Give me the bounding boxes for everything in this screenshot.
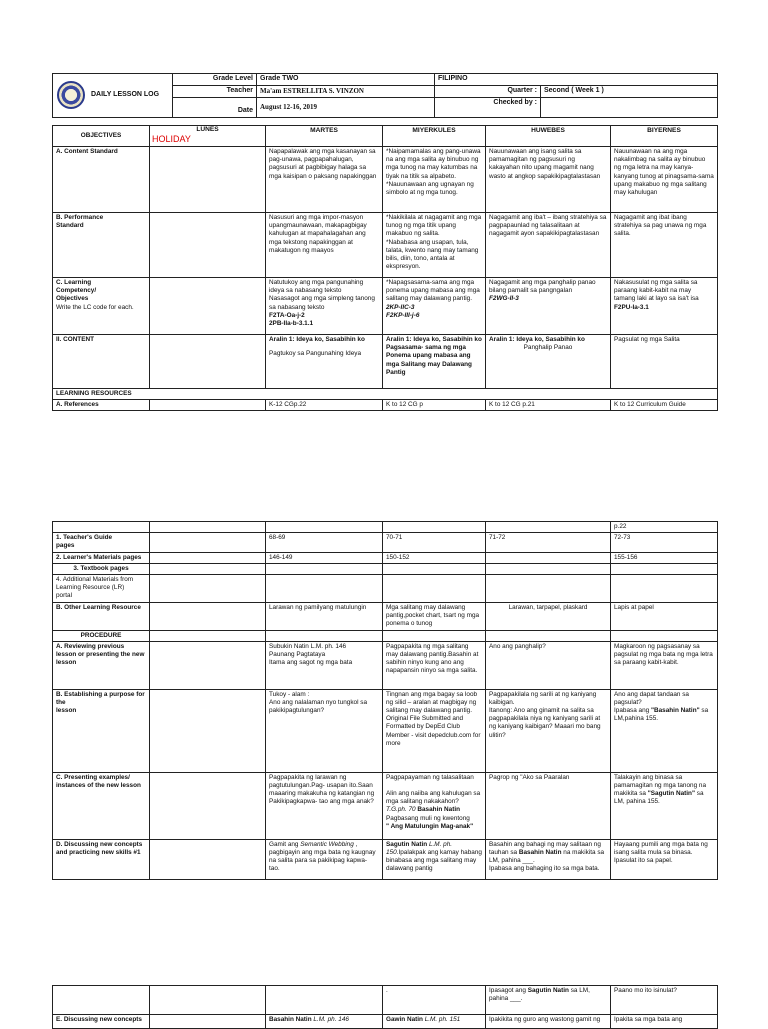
blank-cell: [383, 630, 486, 641]
blank-cell: [266, 522, 383, 533]
competency-fri-text: Nakasusulat ng mga salita sa paraang kabit-kabit na may tamang laki at layo sa isa't isa: [614, 278, 699, 303]
lm-wed: 150-152: [383, 552, 486, 563]
presenting-fri: [611, 772, 718, 839]
grade-value: Grade TWO: [257, 74, 435, 86]
header-table: [52, 73, 718, 118]
reviewing-fri: Magkaroon ng pagsasanay sa pagsulat ng mga bata ng mga letra sa paraang kabit-kabit.: [611, 641, 718, 689]
discussing1-tue: [266, 839, 383, 879]
discussing2-fri: Ipakita sa mga bata ang: [611, 1015, 718, 1029]
monday-label: LUNES: [196, 126, 219, 133]
learning-resources-label: LEARNING RESOURCES: [53, 388, 718, 399]
day-tuesday: MARTES: [266, 126, 383, 147]
blank-cell: [611, 574, 718, 602]
additional-materials-label: 4. Additional Materials from Learning Resource (LR) portal: [53, 574, 150, 602]
reviewing-thu: Ano ang panghalip?: [486, 641, 611, 689]
lesson-table-2: [52, 521, 718, 880]
competency-wed-code2: F2KP-III-j-6: [386, 311, 420, 319]
other-resource-label: B. Other Learning Resource: [53, 602, 150, 630]
purpose-wed: Tingnan ang mga bagay sa loob ng silid – aralan at magbigay ng salitang may dalawang pantig. Original File Submitted and Formatted by DepEd Club Member - visit depedclub.com for more: [383, 689, 486, 772]
tg-thu: 71-72: [486, 533, 611, 552]
competency-tue-code2: 2PB-IIa-b-3.1.1: [269, 319, 314, 327]
purpose-thu: Pagpapakilala ng sarili at ng kaniyang kaibigan. Itanong: Ano ang ginamit na salita sa pagpapakilala niya ng kaniyang sarili at ng kaniyang kaibigan? Maaari mo bang ulitin?: [486, 689, 611, 772]
performance-standard-tue: Nasusuri ang mga impor-masyon upangmaunawaan, makapagbigay kahulugan at mapahalagahan ang mga tekstong napakinggan at makatugon ng maayos: [266, 212, 383, 277]
discussing1-thu-c: na makikita sa LM, pahina ___. Ipabasa ang bahaging ito sa mga bata.: [489, 848, 605, 873]
discussing1-tue-a: Gamit ang: [269, 840, 301, 848]
competency-label: C. Learning Competency/ Objectives: [56, 278, 97, 303]
competency-tue: [266, 277, 383, 334]
discussing1-tue-c: , pagbigayin ang mga bata ng kaugnay na salita para sa pakikipag kapwa- tao.: [269, 840, 376, 873]
blank-cell: [150, 986, 266, 1015]
tg-tue: 68-69: [266, 533, 383, 552]
content-thu-sub: Panghalip Panao: [523, 344, 573, 352]
discussing1-wed-c: .Ipalakpak ang kamay habang binabasa ang mga salitang may dalawang pantig: [386, 848, 482, 873]
other-thu: Larawan, tarpapel, plaskard: [486, 602, 611, 630]
textbook-label: 3. Textbook pages: [53, 563, 150, 574]
competency-tue-code1: F2TA-Oa-j-2: [269, 311, 305, 319]
tg-fri: 72-73: [611, 533, 718, 552]
content-tue: [266, 334, 383, 388]
references-thu: K to 12 CG p.21: [486, 400, 611, 411]
date-label: Date: [173, 97, 257, 117]
discussing1-wed-a: Sagutin Natin: [386, 840, 428, 848]
discussing1-wed: [383, 839, 486, 879]
discussing1-wed-b: L.M. ph. 150: [386, 840, 453, 856]
content-standard-thu: Nauunawaan ang isang salita sa pamamagitan ng pagsusuri ng kakayahan nito upang magamit nang wasto at angkop sapakikipagtalastasan: [486, 146, 611, 212]
competency-wed-text: *Napagsasama-sama ang mga ponema upang mabasa ang mga salitang may dalawang pantig.: [386, 278, 480, 303]
teacher-value: Ma'am ESTRELLITA S. VINZON: [257, 85, 435, 97]
reviewing-tue: Subukin Natin L.M. ph. 146 Paunang Pagtataya Itama ang sagot ng mga bata: [266, 641, 383, 689]
top-fri: p.22: [611, 522, 718, 533]
deped-seal-icon: [57, 81, 85, 109]
other-tue: Larawan ng pamilyang matulungin: [266, 602, 383, 630]
content-fri: Pagsulat ng mga Salita: [611, 334, 718, 388]
presenting-wed: [383, 772, 486, 839]
competency-thu: [486, 277, 611, 334]
lm-fri: 155-156: [611, 552, 718, 563]
presenting-wed-e: " Ang Matulungin Mag-anak": [386, 822, 474, 830]
content-label: II. CONTENT: [53, 334, 150, 388]
procedure-label: PROCEDURE: [53, 630, 150, 641]
references-label: A. References: [53, 400, 150, 411]
day-wednesday: MIYERKULES: [383, 126, 486, 147]
performance-standard-mon: [150, 212, 266, 277]
blank-cell: [266, 986, 383, 1015]
t3-wed: .: [383, 986, 486, 1015]
competency-mon: [150, 277, 266, 334]
discussing1-thu-a: Basahin ang bahagi ng may salitaan ng tauhan sa: [489, 840, 601, 856]
presenting-thu: Pagrop ng "Ako sa Paaralan: [486, 772, 611, 839]
reviewing-mon: [150, 641, 266, 689]
content-standard-tue: Napapalawak ang mga kasanayan sa pag-unawa, pagpapahalugan, pagsusuri at pagbibigay halaga sa mga kaisipan o paksang napakinggan: [266, 146, 383, 212]
other-mon: [150, 602, 266, 630]
content-wed-sub: Pagsasama- sama ng mga Ponema upang mabasa ang mga Salitang may Dalawang Pantig: [386, 344, 472, 376]
discussing2-mon: [150, 1015, 266, 1029]
purpose-fri-b: "Basahin Natin": [650, 707, 700, 715]
competency-wed-code1: 2KP-IIC-3: [386, 303, 415, 311]
quarter-value: Second ( Week 1 ): [541, 85, 718, 97]
subject-value: FILIPINO: [435, 74, 718, 86]
discussing2-wed-a: Gawin Natin: [386, 1016, 423, 1023]
competency-thu-code: F2WG-II-3: [489, 295, 519, 303]
references-fri: K to 12 Curriculum Guide: [611, 400, 718, 411]
purpose-fri-a: Ano ang dapat tandaan sa pagsulat? Ipabasa ang: [614, 690, 689, 715]
references-mon: [150, 400, 266, 411]
presenting-fri-a: Talakayin ang binasa sa pamamagitan ng mga tanong na makikita sa: [614, 773, 707, 798]
references-tue: K-12 CGp.22: [266, 400, 383, 411]
discussing2-wed-b: L.M. ph. 151: [422, 1016, 461, 1023]
content-standard-wed: *Naipamamalas ang pang-unawa na ang mga salita ay binubuo ng mga tunog na may katumbas na tiyak na titik sa alpabeto. *Nauunawaan ang ugnayan ng simbolo at ng mga tunog.: [383, 146, 486, 212]
tg-wed: 70-71: [383, 533, 486, 552]
tg-mon: [150, 533, 266, 552]
discussing2-tue-a: Basahin Natin: [269, 1016, 312, 1023]
reviewing-label: A. Reviewing previous lesson or presenting the new lesson: [53, 641, 150, 689]
content-standard-mon: [150, 146, 266, 212]
content-wed: [383, 334, 486, 388]
discussing2-wed: [383, 1015, 486, 1029]
presenting-fri-b: "Sagutin Natin": [647, 790, 695, 798]
performance-standard-wed: *Nakikilala at nagagamit ang mga tunog ng mga titik upang makabuo ng salita. *Nababasa ang usapan, tula, talata, kwento nang may tamang bilis, diin, tono, antala at ekspresyon.: [383, 212, 486, 277]
content-tue-title: Aralin 1: Ideya ko, Sasabihin ko: [269, 335, 365, 343]
lm-mon: [150, 552, 266, 563]
blank-cell: [486, 630, 611, 641]
learners-materials-label: 2. Learner's Materials pages: [53, 552, 150, 563]
content-wed-title: Aralin 1: Ideya ko, Sasabihin ko: [386, 335, 482, 343]
other-wed: Mga salitang may dalawang pantig,pocket chart, tsart ng mga ponema o tunog: [383, 602, 486, 630]
t3-thu-c: sa LM, pahina ___.: [489, 987, 590, 1003]
blank-cell: [150, 630, 266, 641]
content-standard-fri: Nauunawaan na ang mga nakalimbag na salita ay binubuo ng mga letra na may kanya-kanyang tunog at pinagsama-sama upang makabuo ng mga salitang may kahulugan: [611, 146, 718, 212]
blank-cell: [53, 522, 150, 533]
presenting-mon: [150, 772, 266, 839]
blank-cell: [150, 574, 266, 602]
t3-thu: [486, 986, 611, 1015]
competency-thu-text: Nagagamit ang mga panghalip panao bilang pamalit sa pangngalan: [489, 278, 596, 295]
day-friday: BIYERNES: [611, 126, 718, 147]
quarter-label: Quarter :: [435, 85, 541, 97]
purpose-mon: [150, 689, 266, 772]
performance-standard-fri: Nagagamit ang ibat ibang stratehiya sa pag unawa ng mga salita.: [611, 212, 718, 277]
blank-cell: [383, 574, 486, 602]
t3-thu-b: Sagutin Natin: [527, 987, 569, 994]
dll-title: DAILY LESSON LOG: [91, 90, 160, 98]
blank-cell: [53, 986, 150, 1015]
blank-cell: [486, 574, 611, 602]
competency-wed: [383, 277, 486, 334]
presenting-label: C. Presenting examples/ instances of the new lesson: [53, 772, 150, 839]
discussing1-mon: [150, 839, 266, 879]
performance-standard-label: B. Performance Standard: [53, 212, 150, 277]
teachers-guide-label: 1. Teacher's Guide pages: [53, 533, 150, 552]
presenting-wed-d: Pagbasang muli ng kwentong: [386, 814, 470, 822]
t3-thu-a: Ipasagot ang: [489, 987, 528, 994]
discussing2-tue: [266, 1015, 383, 1029]
logo-cell: [53, 74, 173, 118]
blank-cell: [266, 574, 383, 602]
lm-thu: [486, 552, 611, 563]
presenting-wed-a: Pagpapayaman ng talasalitaan Alin ang naiiba ang kahulugan sa mga salitang nakakahon?: [386, 773, 481, 806]
purpose-fri-c: sa LM,pahina 155.: [614, 707, 709, 723]
discussing1-label: D. Discussing new concepts and practicing new skills #1: [53, 839, 150, 879]
lesson-table-1: [52, 125, 718, 411]
purpose-fri: [611, 689, 718, 772]
blank-cell: [611, 563, 718, 574]
references-wed: K to 12 CG p: [383, 400, 486, 411]
discussing1-fri: Hayaang pumili ang mga bata ng isang salita mula sa binasa. Ipasulat ito sa papel.: [611, 839, 718, 879]
competency-fri: [611, 277, 718, 334]
content-thu: [486, 334, 611, 388]
day-monday: [150, 126, 266, 147]
date-value: August 12-16, 2019: [257, 97, 435, 117]
presenting-fri-c: sa LM, pahina 155.: [614, 790, 704, 806]
blank-cell: [266, 563, 383, 574]
reviewing-wed: Pagpapakita ng mga salitang may dalawang pantig.Basahin at sabihin ninyo kung ano ang napapansin ninyo sa mga salita.: [383, 641, 486, 689]
blank-cell: [266, 630, 383, 641]
content-thu-title: Aralin 1: Ideya ko, Sasabihin ko: [489, 335, 585, 343]
presenting-tue: Pagpapakita ng larawan ng pagtutulungan.Pag- usapan ito.Saan maaaring makakuha ng katangian ng Pakikipagkapwa- tao ang mga anak?: [266, 772, 383, 839]
checked-label: Checked by :: [435, 97, 541, 117]
discussing1-thu-b: Basahin Natin: [518, 848, 562, 856]
blank-cell: [486, 563, 611, 574]
grade-label: Grade Level: [173, 74, 257, 86]
presenting-wed-b: T.G.ph. 70: [386, 806, 416, 814]
blank-cell: [486, 522, 611, 533]
lm-tue: 146-149: [266, 552, 383, 563]
lesson-table-3: [52, 985, 718, 1029]
blank-cell: [383, 522, 486, 533]
teacher-label: Teacher: [173, 85, 257, 97]
checked-value: [541, 97, 718, 117]
competency-note: Write the LC code for each.: [56, 303, 134, 311]
blank-cell: [611, 630, 718, 641]
content-mon: [150, 334, 266, 388]
purpose-tue: Tukoy - alam : Ano ang nalalaman nyo tungkol sa pakikipagtulungan?: [266, 689, 383, 772]
blank-cell: [150, 563, 266, 574]
objectives-header: OBJECTIVES: [53, 126, 150, 147]
t3-fri: Paano mo ito isinulat?: [611, 986, 718, 1015]
blank-cell: [150, 522, 266, 533]
blank-cell: [383, 563, 486, 574]
competency-label-cell: [53, 277, 150, 334]
discussing2-label: E. Discussing new concepts: [53, 1015, 150, 1029]
discussing1-thu: [486, 839, 611, 879]
content-standard-label: A. Content Standard: [53, 146, 150, 212]
other-fri: Lapis at papel: [611, 602, 718, 630]
performance-standard-thu: Nagagamit ang iba't – ibang stratehiya sa pagpapaunlad ng talasalitaan at nagagamit ayon sapakikipagtalastasan: [486, 212, 611, 277]
purpose-label: B. Establishing a purpose for the lesson: [53, 689, 150, 772]
competency-fri-code: F2PU-Ia-3.1: [614, 303, 649, 311]
discussing2-thu: Ipakikita ng guro ang wastong gamit ng: [486, 1015, 611, 1029]
discussing2-tue-b: L.M. ph. 146: [311, 1016, 349, 1023]
holiday-label: HOLIDAY: [152, 134, 191, 145]
content-tue-sub: Pagtukoy sa Pangunahing Ideya: [269, 350, 362, 358]
discussing1-tue-b: Semantic Webbing: [300, 840, 354, 848]
competency-tue-text: Natutukoy ang mga pangunahing ideya sa nabasang teksto Nasasagot ang mga simpleng tanong sa nabasang teksto: [269, 278, 375, 311]
presenting-wed-c: Basahin Natin: [415, 806, 460, 814]
day-thursday: HUWEBES: [486, 126, 611, 147]
